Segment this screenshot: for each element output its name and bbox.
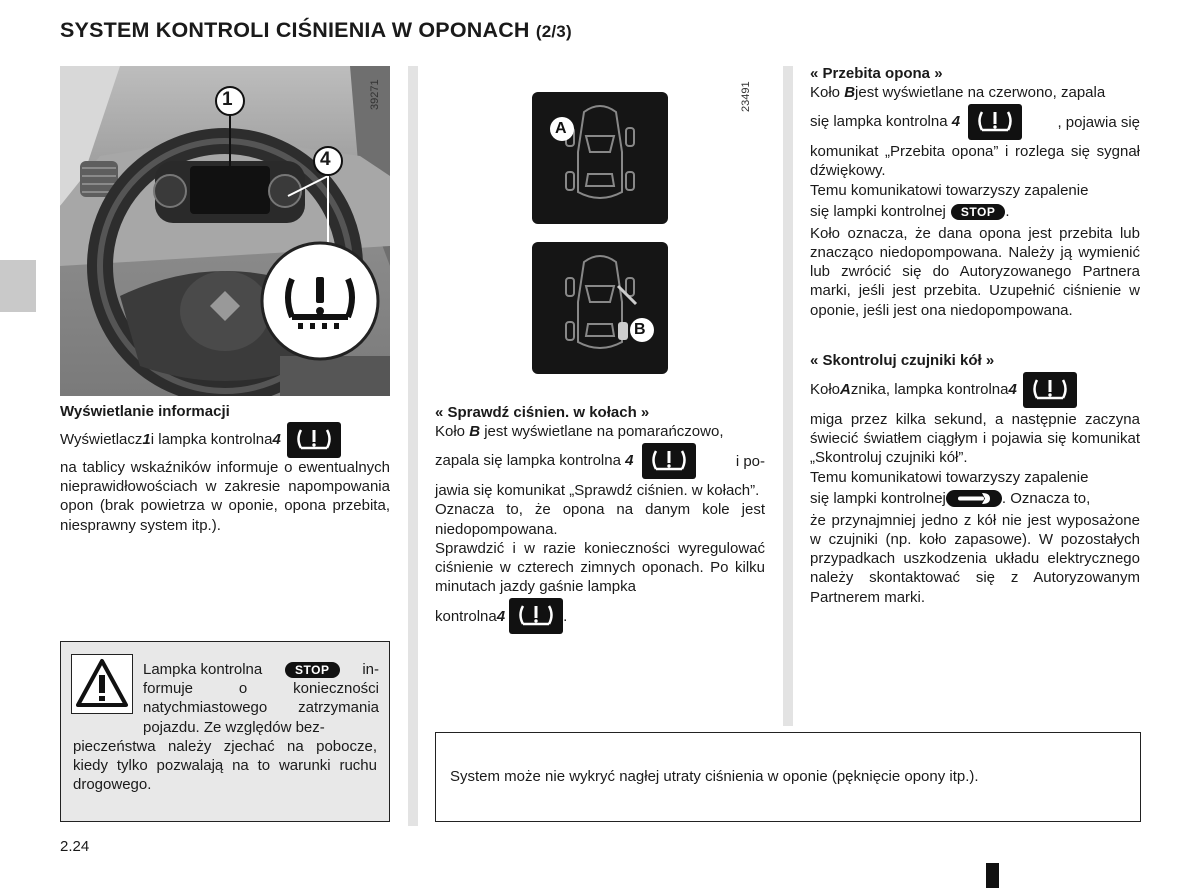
page-title-text: SYSTEM KONTROLI CIŚNIENIA W OPONACH [60,18,530,42]
stop-badge-icon: STOP [285,662,339,678]
middle-wheel-b: B [469,423,481,440]
warning-text-right: formuje o konieczności natychmiastowego zatrzymania pojazdu. Ze względów bez- [143,680,379,736]
warning-box [60,641,390,822]
warning-text-pre: Lampka kontrolna [143,661,263,678]
right-p2-line2-pre: się lampki kontrolnej [810,203,946,221]
tpms-warning-icon [968,104,1022,140]
right-p2: Temu komunikatowi towarzyszy zapalenie [810,181,1089,199]
middle-line1-pre: Koło [435,423,470,440]
warning-text-post: in- [362,661,379,678]
middle-para2: Oznacza to, że opona na danym kole jest niedopompowana. [435,501,765,538]
middle-line1-post: jest wyświetlane na pomarańczowo, [480,423,724,440]
right-s2-wheel: A [840,381,851,399]
right-p1-line2-pre: się lampka kontrolna [810,113,952,131]
tpms-warning-icon [509,598,563,634]
middle-para3-end-pre: kontrolna [435,607,497,625]
right-heading-2: « Skontroluj czujniki kół » [810,352,995,369]
middle-num-4: 4 [625,452,634,470]
figure-number: 39271 [369,79,381,110]
left-num-1: 1 [142,431,151,449]
warning-triangle-icon [71,654,133,714]
tpms-warning-icon [1023,372,1077,408]
page-title-part: (2/3) [535,22,572,41]
left-paragraph [60,422,390,535]
right-p1-wheel: B [844,84,856,101]
right-p1-pre: Koło [810,84,845,101]
warning-text-full: pieczeństwa należy zjechać na pobocze, kiedy tylko pozwalają na to warunki ruchu drogowego. [73,738,377,794]
right-heading-1: « Przebita opona » [810,65,943,82]
steering-wheel-figure [60,66,390,396]
column-divider-right [783,66,793,726]
right-s3-rest: że przynajmniej jedno z kół nie jest wyposażone w czujniki (np. koło zapasowe). W pozostałych przypadkach uszkodzenia układu elektrycznego należy skontaktować się z Autoryzowanym Partnerem marki. [810,511,1140,606]
car-top-view-icon [532,242,668,374]
callout-1: 1 [222,89,233,110]
section-tab [0,260,36,312]
wheel-label-a: A [555,120,567,137]
right-s2-pre: Koło [810,381,841,399]
right-s2-rest: miga przez kilka sekund, a następnie zaczyna świecić światłem ciągłym i pojawia się komunikat „Skontroluj czujniki kół”. [810,411,1140,467]
stop-badge-icon: STOP [951,204,1005,220]
steering-wheel-illustration [60,66,390,396]
right-s2-num4: 4 [1008,381,1017,399]
middle-line2-pre: zapala się lampka kontrolna [435,452,626,470]
tpms-warning-icon [287,422,341,458]
right-s2-mid: znika, lampka kontrolna [850,381,1009,399]
note-box [435,732,1141,822]
right-p2-line2-post: . [1005,203,1010,221]
right-section-1 [810,83,1140,320]
middle-para3-end-post: . [563,607,568,625]
right-s3: Temu komunikatowi towarzyszy zapalenie [810,468,1089,486]
page-number: 2.24 [60,838,90,855]
right-p1-rest: komunikat „Przebita opona” i rozlega się sygnał dźwiękowy. [810,143,1140,180]
column-divider-left [408,66,418,826]
car-diagram-a [532,92,668,224]
wrench-icon [946,490,1002,507]
edge-mark [986,863,999,888]
right-section-2 [810,370,1140,607]
middle-para3-num: 4 [496,607,506,625]
left-num-4: 4 [272,431,281,449]
left-heading: Wyświetlanie informacji [60,403,230,420]
right-p1-post: jest wyświetlane na czerwono, zapala [855,84,1106,101]
figure-number-cars: 23491 [740,81,752,112]
left-text-mid: i lampka kontrolna [150,431,273,449]
middle-line3: jawia się komunikat „Sprawdź ciśnien. w kołach”. [435,482,760,500]
right-p1-num4: 4 [951,113,961,131]
right-p1-line2-post: , pojawia się [1057,113,1140,131]
middle-paragraph [435,422,765,636]
car-diagram-b [532,242,668,374]
right-p3: Koło oznacza, że dana opona jest przebita lub znacząco niedopompowana. Należy ją wymienić lub zwrócić się do Autoryzowanego Partnera marki, jeśli jest przebita. Uzupełnić ciśnienie w oponie, jeśli jest ona niedopompowana. [810,224,1140,319]
wheel-label-b: B [634,321,646,338]
warning-text-top [143,660,379,737]
note-text: System może nie wykryć nagłej utraty ciśnienia w oponie (pęknięcie opony itp.). [450,768,979,785]
middle-line2-post: i po- [735,452,765,470]
page-title [60,18,572,43]
right-s3-line2-post: . Oznacza to, [1001,490,1091,508]
left-text-pre: Wyświetlacz [60,431,143,449]
car-top-view-icon [532,92,668,224]
middle-heading: « Sprawdź ciśnien. w kołach » [435,404,650,421]
tpms-warning-icon [642,443,696,479]
callout-4: 4 [320,149,331,170]
left-text-rest: na tablicy wskaźników informuje o ewentualnych nieprawidłowościach w zakresie napompowania opon (brak powietrza w oponie, opona przebita, niesprawny system itp.). [60,459,390,534]
right-s3-line2-pre: się lampki kontrolnej [810,490,946,508]
middle-para3: Sprawdzić i w razie konieczności wyregulować ciśnienie w czterech zimnych oponach. Po kilku minutach jazdy gaśnie lampka [435,539,765,596]
